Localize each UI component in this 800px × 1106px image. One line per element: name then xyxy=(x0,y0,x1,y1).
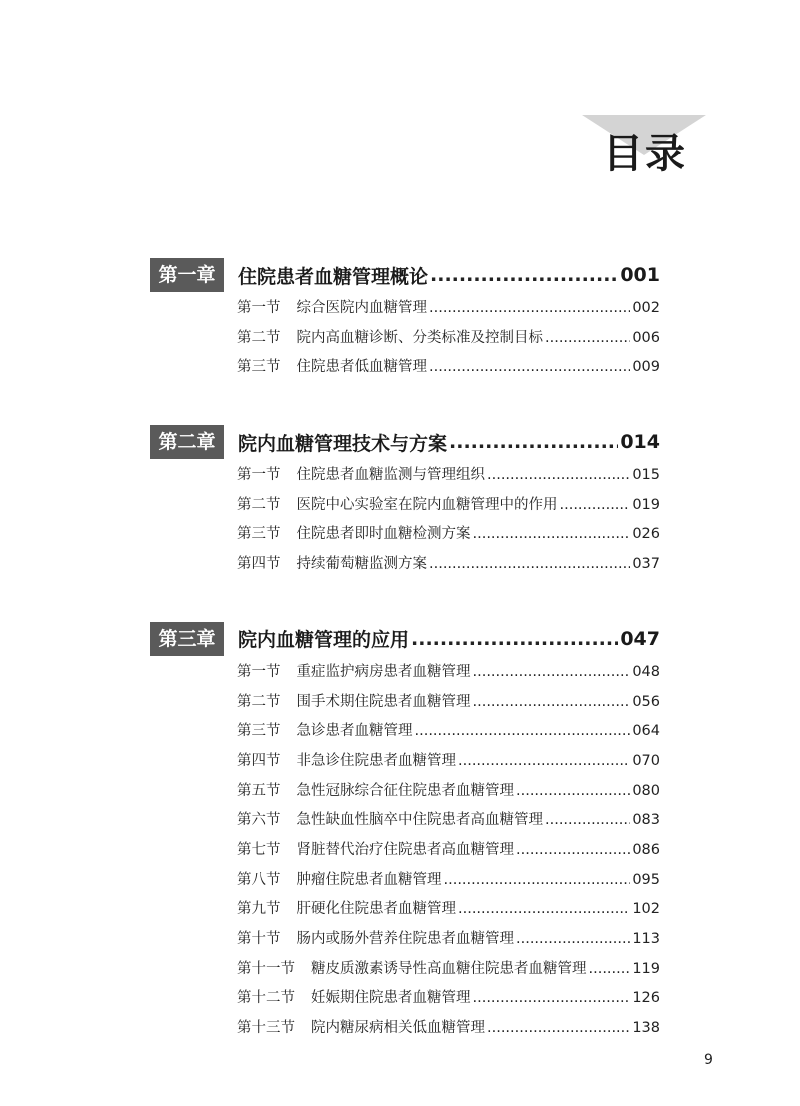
page-title: 目录 xyxy=(603,131,687,177)
dot-leader xyxy=(458,901,630,917)
dot-leader xyxy=(473,694,631,710)
section-entry[interactable] xyxy=(237,868,660,898)
section-page-number: 019 xyxy=(632,496,660,513)
chapter-page-number: 014 xyxy=(620,431,660,454)
dot-leader xyxy=(449,431,618,453)
section-title: 妊娠期住院患者血糖管理 xyxy=(311,990,471,1007)
dot-leader xyxy=(516,842,630,858)
section-page-number: 026 xyxy=(632,526,660,543)
section-page-number: 102 xyxy=(632,901,660,918)
dot-leader xyxy=(411,628,618,650)
section-entry[interactable] xyxy=(237,660,660,690)
dot-leader xyxy=(589,961,631,977)
section-title: 非急诊住院患者血糖管理 xyxy=(296,752,456,769)
section-entry[interactable] xyxy=(237,719,660,749)
section-entry[interactable] xyxy=(237,927,660,957)
toc-chapter xyxy=(150,258,660,385)
chapter-entry[interactable] xyxy=(150,258,660,292)
section-list xyxy=(237,463,660,582)
section-entry[interactable] xyxy=(237,808,660,838)
table-of-contents xyxy=(150,258,660,1086)
chapter-page-number: 001 xyxy=(620,264,660,286)
section-number: 第一节 xyxy=(237,663,281,680)
section-number: 第四节 xyxy=(237,556,281,573)
section-title: 院内高血糖诊断、分类标准及控制目标 xyxy=(296,329,543,346)
section-title: 院内糖尿病相关低血糖管理 xyxy=(311,1020,485,1037)
section-page-number: 113 xyxy=(632,931,660,947)
page-number: 9 xyxy=(704,1052,713,1068)
chapter-tag: 第二章 xyxy=(150,425,224,459)
section-entry[interactable] xyxy=(237,986,660,1016)
section-title: 围手术期住院患者血糖管理 xyxy=(296,693,471,710)
section-title: 重症监护病房患者血糖管理 xyxy=(296,663,471,680)
section-title: 住院患者即时血糖检测方案 xyxy=(296,526,471,543)
section-entry[interactable] xyxy=(237,957,660,987)
section-title: 糖皮质激素诱导性高血糖住院患者血糖管理 xyxy=(311,960,587,977)
section-title: 持续葡萄糖监测方案 xyxy=(296,556,427,573)
section-number: 第十一节 xyxy=(237,960,295,977)
chapter-title: 院内血糖管理的应用 xyxy=(238,629,410,652)
section-number: 第一节 xyxy=(237,467,281,484)
section-title: 肾脏替代治疗住院患者高血糖管理 xyxy=(296,841,514,858)
section-entry[interactable] xyxy=(237,296,660,326)
section-title: 急性冠脉综合征住院患者血糖管理 xyxy=(296,782,514,799)
section-title: 急性缺血性脑卒中住院患者高血糖管理 xyxy=(296,812,543,829)
dot-leader xyxy=(545,330,630,346)
chapter-tag: 第三章 xyxy=(150,622,224,656)
section-title: 综合医院内血糖管理 xyxy=(296,300,427,316)
section-page-number: 083 xyxy=(632,812,660,829)
section-number: 第六节 xyxy=(237,812,281,829)
section-entry[interactable] xyxy=(237,838,660,868)
dot-leader xyxy=(487,467,630,483)
dot-leader xyxy=(516,783,630,799)
section-title: 肿瘤住院患者血糖管理 xyxy=(296,871,442,888)
section-number: 第三节 xyxy=(237,723,281,740)
dot-leader xyxy=(473,990,631,1006)
dot-leader xyxy=(415,723,631,739)
section-title: 肠内或肠外营养住院患者血糖管理 xyxy=(296,931,514,947)
section-page-number: 095 xyxy=(632,871,660,888)
section-entry[interactable] xyxy=(237,522,660,552)
section-number: 第五节 xyxy=(237,782,281,799)
section-entry[interactable] xyxy=(237,690,660,720)
toc-chapter xyxy=(150,622,660,1046)
section-page-number: 070 xyxy=(632,752,660,769)
dot-leader xyxy=(429,556,630,572)
section-entry[interactable] xyxy=(237,463,660,493)
section-title: 医院中心实验室在院内血糖管理中的作用 xyxy=(296,496,558,513)
section-page-number: 086 xyxy=(632,841,660,858)
section-number: 第七节 xyxy=(237,841,281,858)
section-title: 住院患者低血糖管理 xyxy=(296,359,427,376)
chapter-title: 住院患者血糖管理概论 xyxy=(238,265,429,288)
section-number: 第十节 xyxy=(237,931,281,947)
chapter-tag: 第一章 xyxy=(150,258,224,292)
toc-chapter xyxy=(150,425,660,582)
section-title: 肝硬化住院患者血糖管理 xyxy=(296,901,456,918)
section-page-number: 119 xyxy=(632,960,660,977)
section-entry[interactable] xyxy=(237,749,660,779)
dot-leader xyxy=(545,812,630,828)
section-number: 第二节 xyxy=(237,693,281,710)
dot-leader xyxy=(444,872,631,888)
dot-leader xyxy=(458,753,630,769)
section-page-number: 126 xyxy=(632,990,660,1007)
section-number: 第三节 xyxy=(237,526,281,543)
section-page-number: 009 xyxy=(632,359,660,376)
section-page-number: 015 xyxy=(632,467,660,484)
section-entry[interactable] xyxy=(237,326,660,356)
section-title: 住院患者血糖监测与管理组织 xyxy=(296,467,485,484)
section-number: 第二节 xyxy=(237,496,281,513)
section-page-number: 037 xyxy=(632,556,660,573)
section-entry[interactable] xyxy=(237,897,660,927)
section-entry[interactable] xyxy=(237,779,660,809)
section-number: 第一节 xyxy=(237,300,281,316)
chapter-title: 院内血糖管理技术与方案 xyxy=(238,432,448,455)
dot-leader xyxy=(429,359,630,375)
section-list xyxy=(237,660,660,1046)
section-page-number: 056 xyxy=(632,693,660,710)
dot-leader xyxy=(473,664,631,680)
section-number: 第八节 xyxy=(237,871,281,888)
dot-leader xyxy=(560,497,631,513)
section-entry[interactable] xyxy=(237,1016,660,1046)
section-page-number: 048 xyxy=(632,663,660,680)
section-entry[interactable] xyxy=(237,493,660,523)
section-number: 第四节 xyxy=(237,752,281,769)
section-list xyxy=(237,296,660,385)
section-page-number: 006 xyxy=(632,329,660,346)
section-entry[interactable] xyxy=(237,552,660,582)
section-title: 急诊患者血糖管理 xyxy=(296,723,413,740)
section-entry[interactable] xyxy=(237,355,660,385)
dot-leader xyxy=(516,931,630,947)
section-number: 第二节 xyxy=(237,329,281,346)
section-number: 第十二节 xyxy=(237,990,295,1007)
section-page-number: 002 xyxy=(632,300,660,316)
section-number: 第九节 xyxy=(237,901,281,918)
section-number: 第十三节 xyxy=(237,1020,295,1037)
section-page-number: 080 xyxy=(632,782,660,799)
dot-leader xyxy=(473,526,631,542)
chapter-page-number: 047 xyxy=(620,627,660,650)
section-number: 第三节 xyxy=(237,359,281,376)
chapter-entry[interactable] xyxy=(150,425,660,459)
section-page-number: 138 xyxy=(632,1020,660,1037)
dot-leader xyxy=(430,264,618,286)
chapter-entry[interactable] xyxy=(150,622,660,656)
dot-leader xyxy=(487,1020,630,1036)
dot-leader xyxy=(429,300,630,316)
section-page-number: 064 xyxy=(632,723,660,740)
